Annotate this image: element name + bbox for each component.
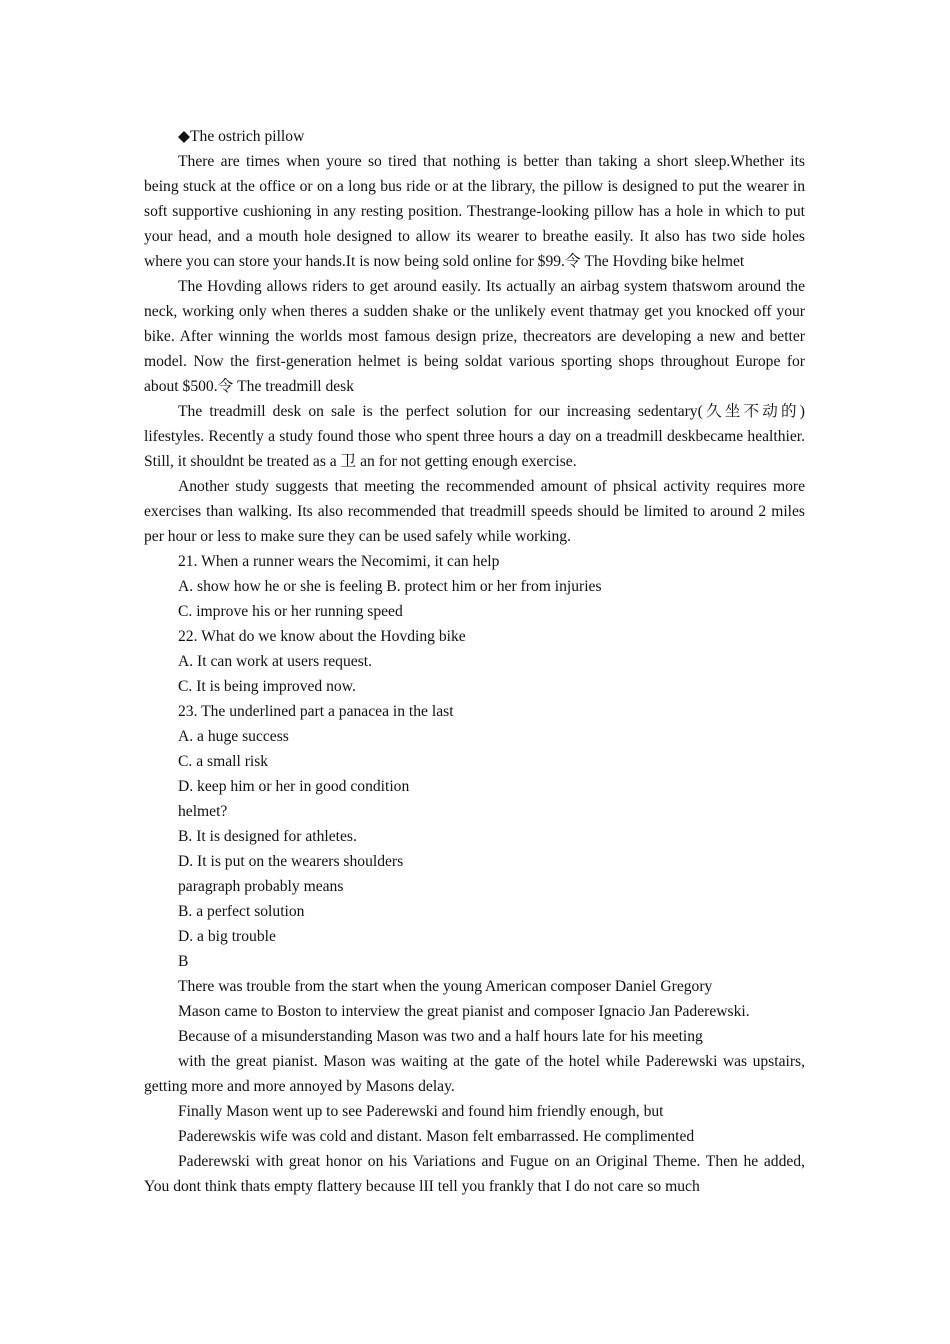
paragraph-hovding-helmet: The Hovding allows riders to get around easily. Its actually an airbag system thatswom around the neck, working only when theres a sudden shake or the unlikely event thatmay get you knocked off your bike. After winning the worlds most famous design prize, thecreators are developing a new and better model. Now the first-generation helmet is being soldat various sporting shops throughout Europe for about $500.令 The treadmill desk [144, 278, 805, 395]
question-21-option-d: D. keep him or her in good condition [178, 778, 410, 795]
question-23-continuation: paragraph probably means [178, 878, 344, 895]
question-22-continuation: helmet? [178, 803, 228, 820]
question-23: 23. The underlined part a panacea in the last [178, 703, 454, 720]
question-21-option-c: C. improve his or her running speed [178, 603, 403, 620]
passage-b-paragraph-2: Paderewski with great honor on his Variations and Fugue on an Original Theme. Then he added, You dont think thats empty flattery because lII tell you frankly that I do not care so much [144, 1153, 805, 1195]
question-22-option-d: D. It is put on the wearers shoulders [178, 853, 404, 870]
passage-b-paragraph-1: with the great pianist. Mason was waiting at the gate of the hotel while Paderewski was upstairs, getting more and more annoyed by Masons delay. [144, 1053, 805, 1095]
question-23-option-a: A. a huge success [178, 728, 289, 745]
paragraph-another-study: Another study suggests that meeting the recommended amount of phsical activity requires more exercises than walking. Its also recommended that treadmill speeds should be limited to around 2 miles per hour or less to make sure they can be used safely while working. [144, 478, 805, 545]
question-23-option-d: D. a big trouble [178, 928, 276, 945]
section-label-b: B [178, 953, 189, 970]
question-23-option-b: B. a perfect solution [178, 903, 305, 920]
passage-b-line-2: Mason came to Boston to interview the great pianist and composer Ignacio Jan Paderewski. [178, 1003, 750, 1020]
paragraph-treadmill-desk: The treadmill desk on sale is the perfect solution for our increasing sedentary(久坐不动的) lifestyles. Recently a study found those who spent three hours a day on a treadmill deskbecame healthier. Still, it shouldnt be treated as a 卫 an for not getting enough exercise. [144, 403, 805, 470]
passage-b-line-4: Finally Mason went up to see Paderewski and found him friendly enough, but [178, 1103, 664, 1120]
question-22-option-a: A. It can work at users request. [178, 653, 372, 670]
passage-b-line-5: Paderewskis wife was cold and distant. Mason felt embarrassed. He complimented [178, 1128, 695, 1145]
question-23-option-c: C. a small risk [178, 753, 269, 770]
paragraph-ostrich-pillow: There are times when youre so tired that nothing is better than taking a short sleep.Whether its being stuck at the office or on a long bus ride or at the library, the pillow is designed to put the wearer in soft supportive cushioning in any resting position. Thestrange-looking pillow has a hole in which to put your head, and a mouth hole designed to allow its wearer to breathe easily. It also has two side holes where you can store your hands.It is now being sold online for $99.令 The Hovding bike helmet [144, 153, 805, 270]
question-21-options-a-b: A. show how he or she is feeling B. protect him or her from injuries [178, 578, 602, 595]
section-heading-ostrich-pillow: ◆The ostrich pillow [178, 128, 305, 145]
question-22-option-b: B. It is designed for athletes. [178, 828, 357, 845]
question-22: 22. What do we know about the Hovding bike [178, 628, 466, 645]
passage-b-line-1: There was trouble from the start when the young American composer Daniel Gregory [178, 978, 713, 995]
question-21: 21. When a runner wears the Necomimi, it can help [178, 553, 500, 570]
document-page [144, 124, 805, 1199]
question-22-option-c: C. It is being improved now. [178, 678, 356, 695]
passage-b-line-3: Because of a misunderstanding Mason was two and a half hours late for his meeting [178, 1028, 703, 1045]
